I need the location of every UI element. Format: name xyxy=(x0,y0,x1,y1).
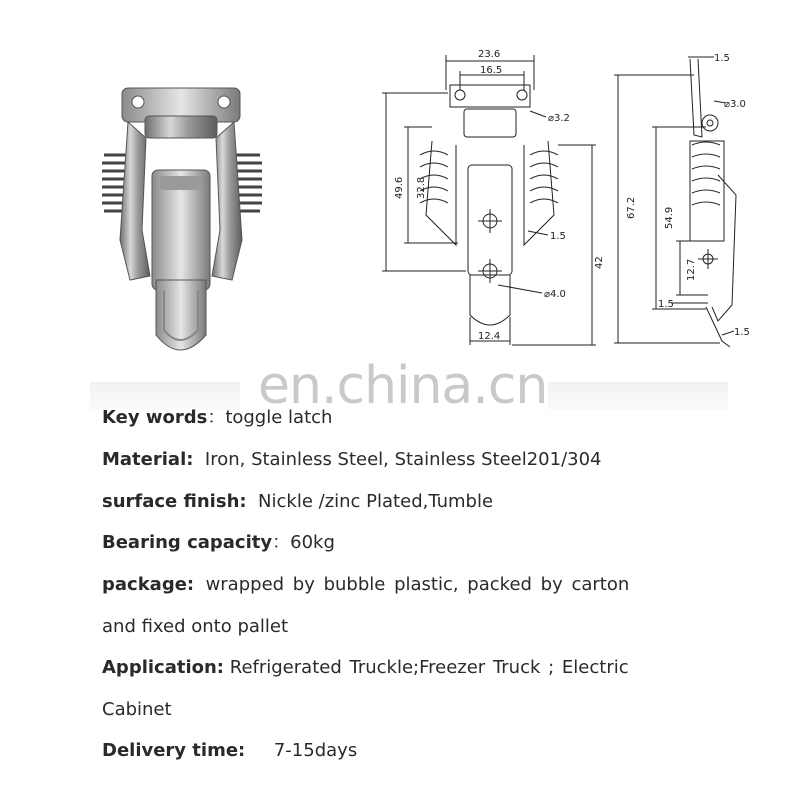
dim-12-4: 12.4 xyxy=(478,331,501,342)
dim-phi-3-0: ⌀3.0 xyxy=(724,99,746,110)
spec-surface-finish: surface finish: Nickle /zinc Plated,Tumble xyxy=(102,491,494,512)
spec-application: Application: Refrigerated Truckle;Freezer Truck ; Electric xyxy=(102,657,629,678)
spec-package: package: wrapped by bubble plastic, packed by carton xyxy=(102,574,630,595)
dim-1-5-low: 1.5 xyxy=(658,299,674,310)
dim-phi-3-2: ⌀3.2 xyxy=(548,113,570,124)
spec-key-words: Key words：toggle latch xyxy=(102,407,333,428)
front-view-drawing xyxy=(378,45,608,355)
dim-32-8: 32.8 xyxy=(416,176,427,199)
watermark-text: en.china.cn xyxy=(258,356,548,416)
dim-1-5-mid: 1.5 xyxy=(550,231,566,242)
watermark-strip-right xyxy=(548,382,728,410)
dim-1-5-top: 1.5 xyxy=(714,53,730,64)
watermark-strip-left xyxy=(90,382,240,410)
dim-54-9: 54.9 xyxy=(664,206,675,229)
spec-package-cont: and fixed onto pallet xyxy=(102,616,289,637)
dim-42: 42 xyxy=(594,256,605,269)
dim-16-5: 16.5 xyxy=(480,65,503,76)
dim-23-6: 23.6 xyxy=(478,49,501,60)
dim-1-5-tip: 1.5 xyxy=(734,327,750,338)
spec-application-cont: Cabinet xyxy=(102,699,172,720)
spec-material: Material: Iron, Stainless Steel, Stainless Steel201/304 xyxy=(102,449,602,470)
dim-phi-4-0: ⌀4.0 xyxy=(544,289,566,300)
side-view-drawing xyxy=(610,45,760,355)
dim-67-2: 67.2 xyxy=(626,196,637,219)
dim-12-7: 12.7 xyxy=(686,258,697,281)
spec-delivery-time: Delivery time: 7-15days xyxy=(102,740,358,761)
spec-bearing-capacity: Bearing capacity：60kg xyxy=(102,532,335,553)
dim-49-6: 49.6 xyxy=(394,176,405,199)
product-photo xyxy=(90,80,270,370)
